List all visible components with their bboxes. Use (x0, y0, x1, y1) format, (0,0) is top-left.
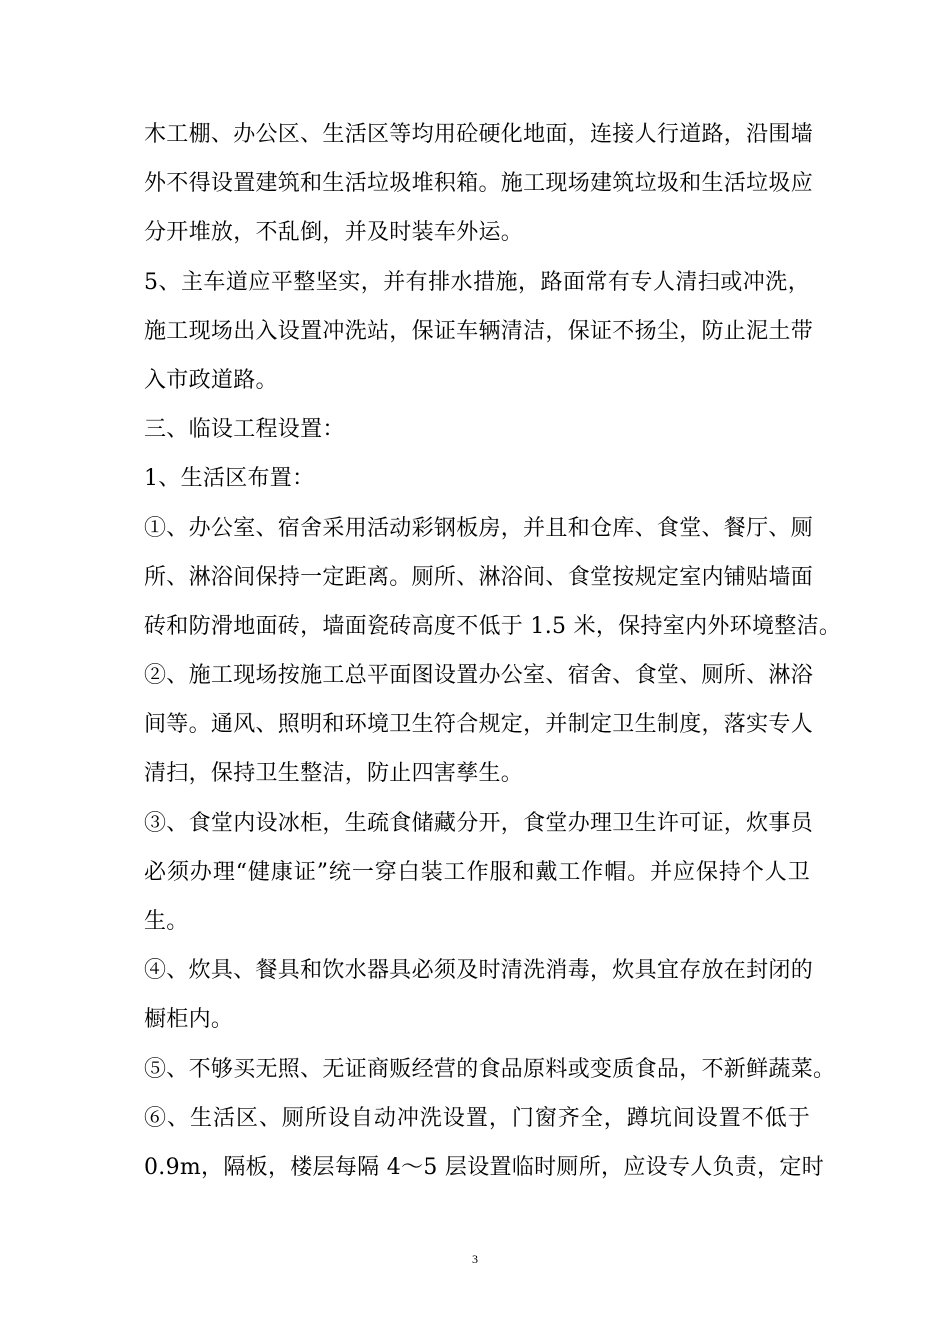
text-line: 木工棚、办公区、生活区等均用砼硬化地面，连接人行道路，沿围墙 (144, 122, 814, 147)
text-line: 0.9m，隔板，楼层每隔 4～5 层设置临时厕所，应设专人负责，定时 (144, 1154, 825, 1180)
text-line: ③、食堂内设冰柜，生疏食储藏分开，食堂办理卫生许可证，炊事员 (144, 810, 814, 836)
text-line: 5、主车道应平整坚实，并有排水措施，路面常有专人清扫或冲洗， (144, 269, 810, 295)
text-line: 外不得设置建筑和生活垃圾堆积箱。施工现场建筑垃圾和生活垃圾应 (144, 171, 814, 197)
section-heading: 三、临设工程设置： (144, 417, 345, 443)
text-line: ②、施工现场按施工总平面图设置办公室、宿舍、食堂、厕所、淋浴 (144, 663, 814, 689)
text-line: 橱柜内。 (144, 1007, 234, 1033)
document-body (144, 110, 842, 1192)
subsection-heading: 1、生活区布置： (144, 466, 315, 492)
text-line: 间等。通风、照明和环境卫生符合规定，并制定卫生制度，落实专人 (144, 712, 814, 738)
text-line: 入市政道路。 (144, 367, 278, 393)
text-line: 清扫，保持卫生整洁，防止四害孳生。 (144, 761, 524, 787)
text-line: ④、炊具、餐具和饮水器具必须及时清洗消毒，炊具宜存放在封闭的 (144, 958, 814, 984)
text-line: 生。 (144, 909, 189, 934)
text-line: 分开堆放，不乱倒，并及时装车外运。 (144, 220, 524, 246)
text-line: 砖和防滑地面砖，墙面瓷砖高度不低于 1.5 米，保持室内外环境整洁。 (144, 613, 842, 639)
text-line: ⑥、生活区、厕所设自动冲洗设置，门窗齐全，蹲坑间设置不低于 (144, 1105, 810, 1131)
text-line: 必须办理“健康证”统一穿白装工作服和戴工作帽。并应保持个人卫 (144, 859, 810, 885)
page-number: 3 (472, 1252, 478, 1266)
text-line: ⑤、不够买无照、无证商贩经营的食品原料或变质食品，不新鲜蔬菜。 (144, 1056, 836, 1082)
text-line: 施工现场出入设置冲洗站，保证车辆清洁，保证不扬尘，防止泥土带 (144, 318, 814, 344)
text-line: 所、淋浴间保持一定距离。厕所、淋浴间、食堂按规定室内铺贴墙面 (144, 564, 814, 590)
text-line: ①、办公室、宿舍采用活动彩钢板房，并且和仓库、食堂、餐厅、厕 (144, 515, 814, 541)
